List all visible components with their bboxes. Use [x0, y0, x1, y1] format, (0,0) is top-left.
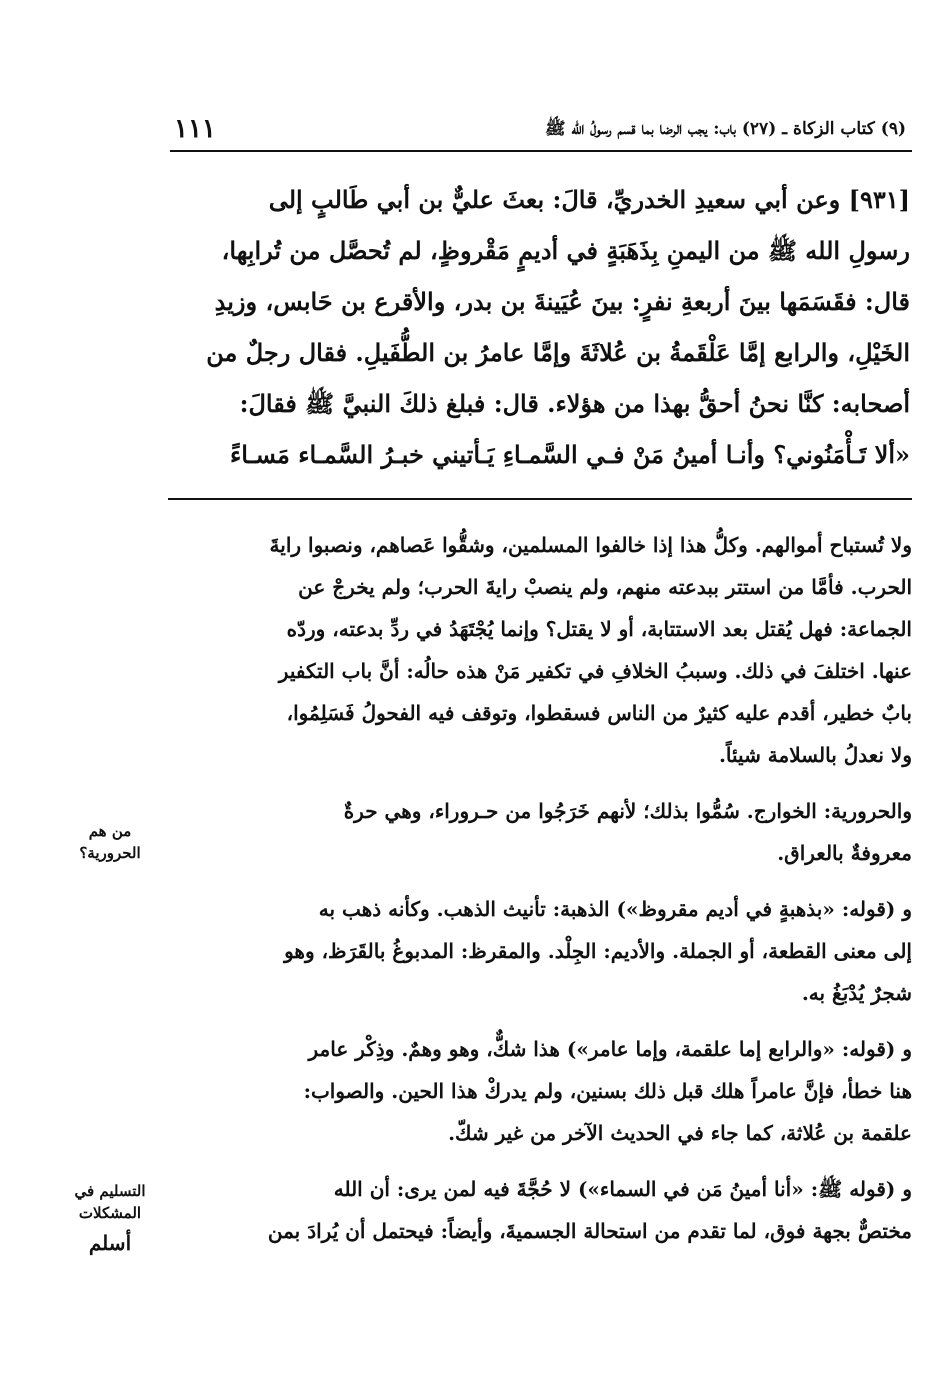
- commentary-line: الحرب. فأمَّا من استتر ببدعته منهم، ولم ينصبْ رايةَ الحرب؛ ولم يخرجْ عن: [298, 575, 912, 599]
- commentary-line: و (قوله: «بذهبةٍ في أديم مقروظ») الذهبة: تأنيث الذهب. وكأنه ذهب به: [318, 897, 912, 921]
- margin-note-line: التسليم في: [74, 1182, 146, 1200]
- commentary-line: معروفةٌ بالعراق.: [777, 841, 912, 865]
- commentary-line: ولا نعدلُ بالسلامة شيئاً.: [718, 743, 912, 767]
- commentary-paragraph: [160, 1028, 912, 1154]
- commentary-line: شجرٌ يُدْبَغُ به.: [801, 981, 912, 1005]
- commentary-line: مختصٌّ بجهة فوق، لما تقدم من استحالة الجسميةَ، وأيضاً: فيحتمل أن يُرادَ بمن: [267, 1219, 912, 1243]
- commentary-line: بابٌ خطير، أقدم عليه كثيرٌ من الناس فسقطوا، وتوقف فيه الفحولُ فَسَلِمُوا،: [286, 701, 912, 725]
- hadith-line: «ألا تَـأْمَنُوني؟ وأنـا أمينُ مَنْ فـي السَّمـاءِ يَـأتيني خبـرُ السَّمـاء مَسـاءً: [229, 440, 910, 469]
- commentary-line: علقمة بن عُلاثة، كما جاء في الحديث الآخر من غير شكّ.: [448, 1121, 912, 1145]
- margin-note-continuation: [62, 1232, 158, 1254]
- commentary-line: و (قوله: «والرابع إما علقمة، وإما عامر») هذا شكٌّ، وهو وهمٌ. وذِكْر عامر: [308, 1037, 912, 1061]
- hadith-line: رسولِ الله ﷺ من اليمنِ بِذَهَبَةٍ في أديمٍ مَقْروظٍ، لم تُحصَّل من تُرابِها،: [221, 236, 910, 265]
- margin-note-line: من هم: [88, 822, 132, 840]
- commentary-line: ولا تُستباح أموالهم. وكلُّ هذا إذا خالفوا المسلمين، وشقُّوا عَصاهم، ونصبوا رايةَ: [269, 533, 912, 557]
- margin-note-line: أسلم: [88, 1231, 132, 1255]
- commentary-line: الجماعة: فهل يُقتل بعد الاستتابة، أو لا يقتل؟ وإنما يُجْتَهَدُ في ردِّ بدعته، وردّه: [286, 617, 912, 641]
- hadith-line: قال: فقَسَمَها بينَ أربعةِ نفرٍ: بينَ عُيَينةَ بن بدر، والأقرع بن حَابس، وزيدِ: [214, 287, 910, 316]
- header-title: (٩) كتاب الزكاة ـ (٢٧) باب: يجب الرضا بما قسم رسولُ الله ﷺ: [545, 119, 906, 139]
- commentary-paragraph: [160, 524, 912, 776]
- footnote-divider: [168, 498, 912, 500]
- commentary-line: و (قوله ﷺ: «أنا أمينُ مَن في السماء») لا حُجَّةَ فيه لمن يرى: أن الله: [333, 1177, 912, 1201]
- commentary-text: [160, 524, 912, 1266]
- hadith-line: الخَيْلِ، والرابع إمَّا عَلْقَمةُ بن عُلاثَةَ وإمَّا عامرُ بن الطُّفَيلِ. فقال رجلٌ من: [206, 338, 910, 367]
- margin-note-line: الحرورية؟: [79, 844, 141, 862]
- hadith-line: [٩٣١] وعن أبي سعيدِ الخدريِّ، قالَ: بعثَ عليٌّ بن أبي طَالبٍ إلى: [268, 185, 910, 214]
- page-number: ١١١: [174, 114, 216, 144]
- hadith-line: أصحابه: كنَّا نحنُ أحقُّ بهذا من هؤلاء. قال: فبلغ ذلكَ النبيَّ ﷺ فقالَ:: [239, 389, 910, 418]
- margin-note-tasleem: [62, 1180, 158, 1224]
- margin-note-line: المشكلات: [78, 1204, 142, 1222]
- commentary-line: هنا خطأ، فإنَّ عامراً هلك قبل ذلك بسنين، ولم يدركْ هذا الحين. والصواب:: [303, 1079, 912, 1103]
- margin-note-haruriyya: [62, 820, 158, 864]
- hadith-text: [166, 174, 910, 480]
- commentary-paragraph: [160, 888, 912, 1014]
- commentary-line: إلى معنى القطعة، أو الجملة. والأديم: الجِلْد. والمقرظ: المدبوغُ بالقَرَظ، وهو: [284, 939, 912, 963]
- commentary-paragraph: [160, 790, 912, 874]
- commentary-line: والحرورية: الخوارج. سُمُّوا بذلك؛ لأنهم خَرَجُوا من حـروراء، وهي حرةٌ: [343, 799, 912, 823]
- commentary-paragraph: [160, 1168, 912, 1252]
- commentary-line: عنها. اختلفَ في ذلك. وسببُ الخلافِ في تكفير مَنْ هذه حالُه: أنَّ باب التكفير: [278, 659, 912, 683]
- running-header: [170, 110, 912, 152]
